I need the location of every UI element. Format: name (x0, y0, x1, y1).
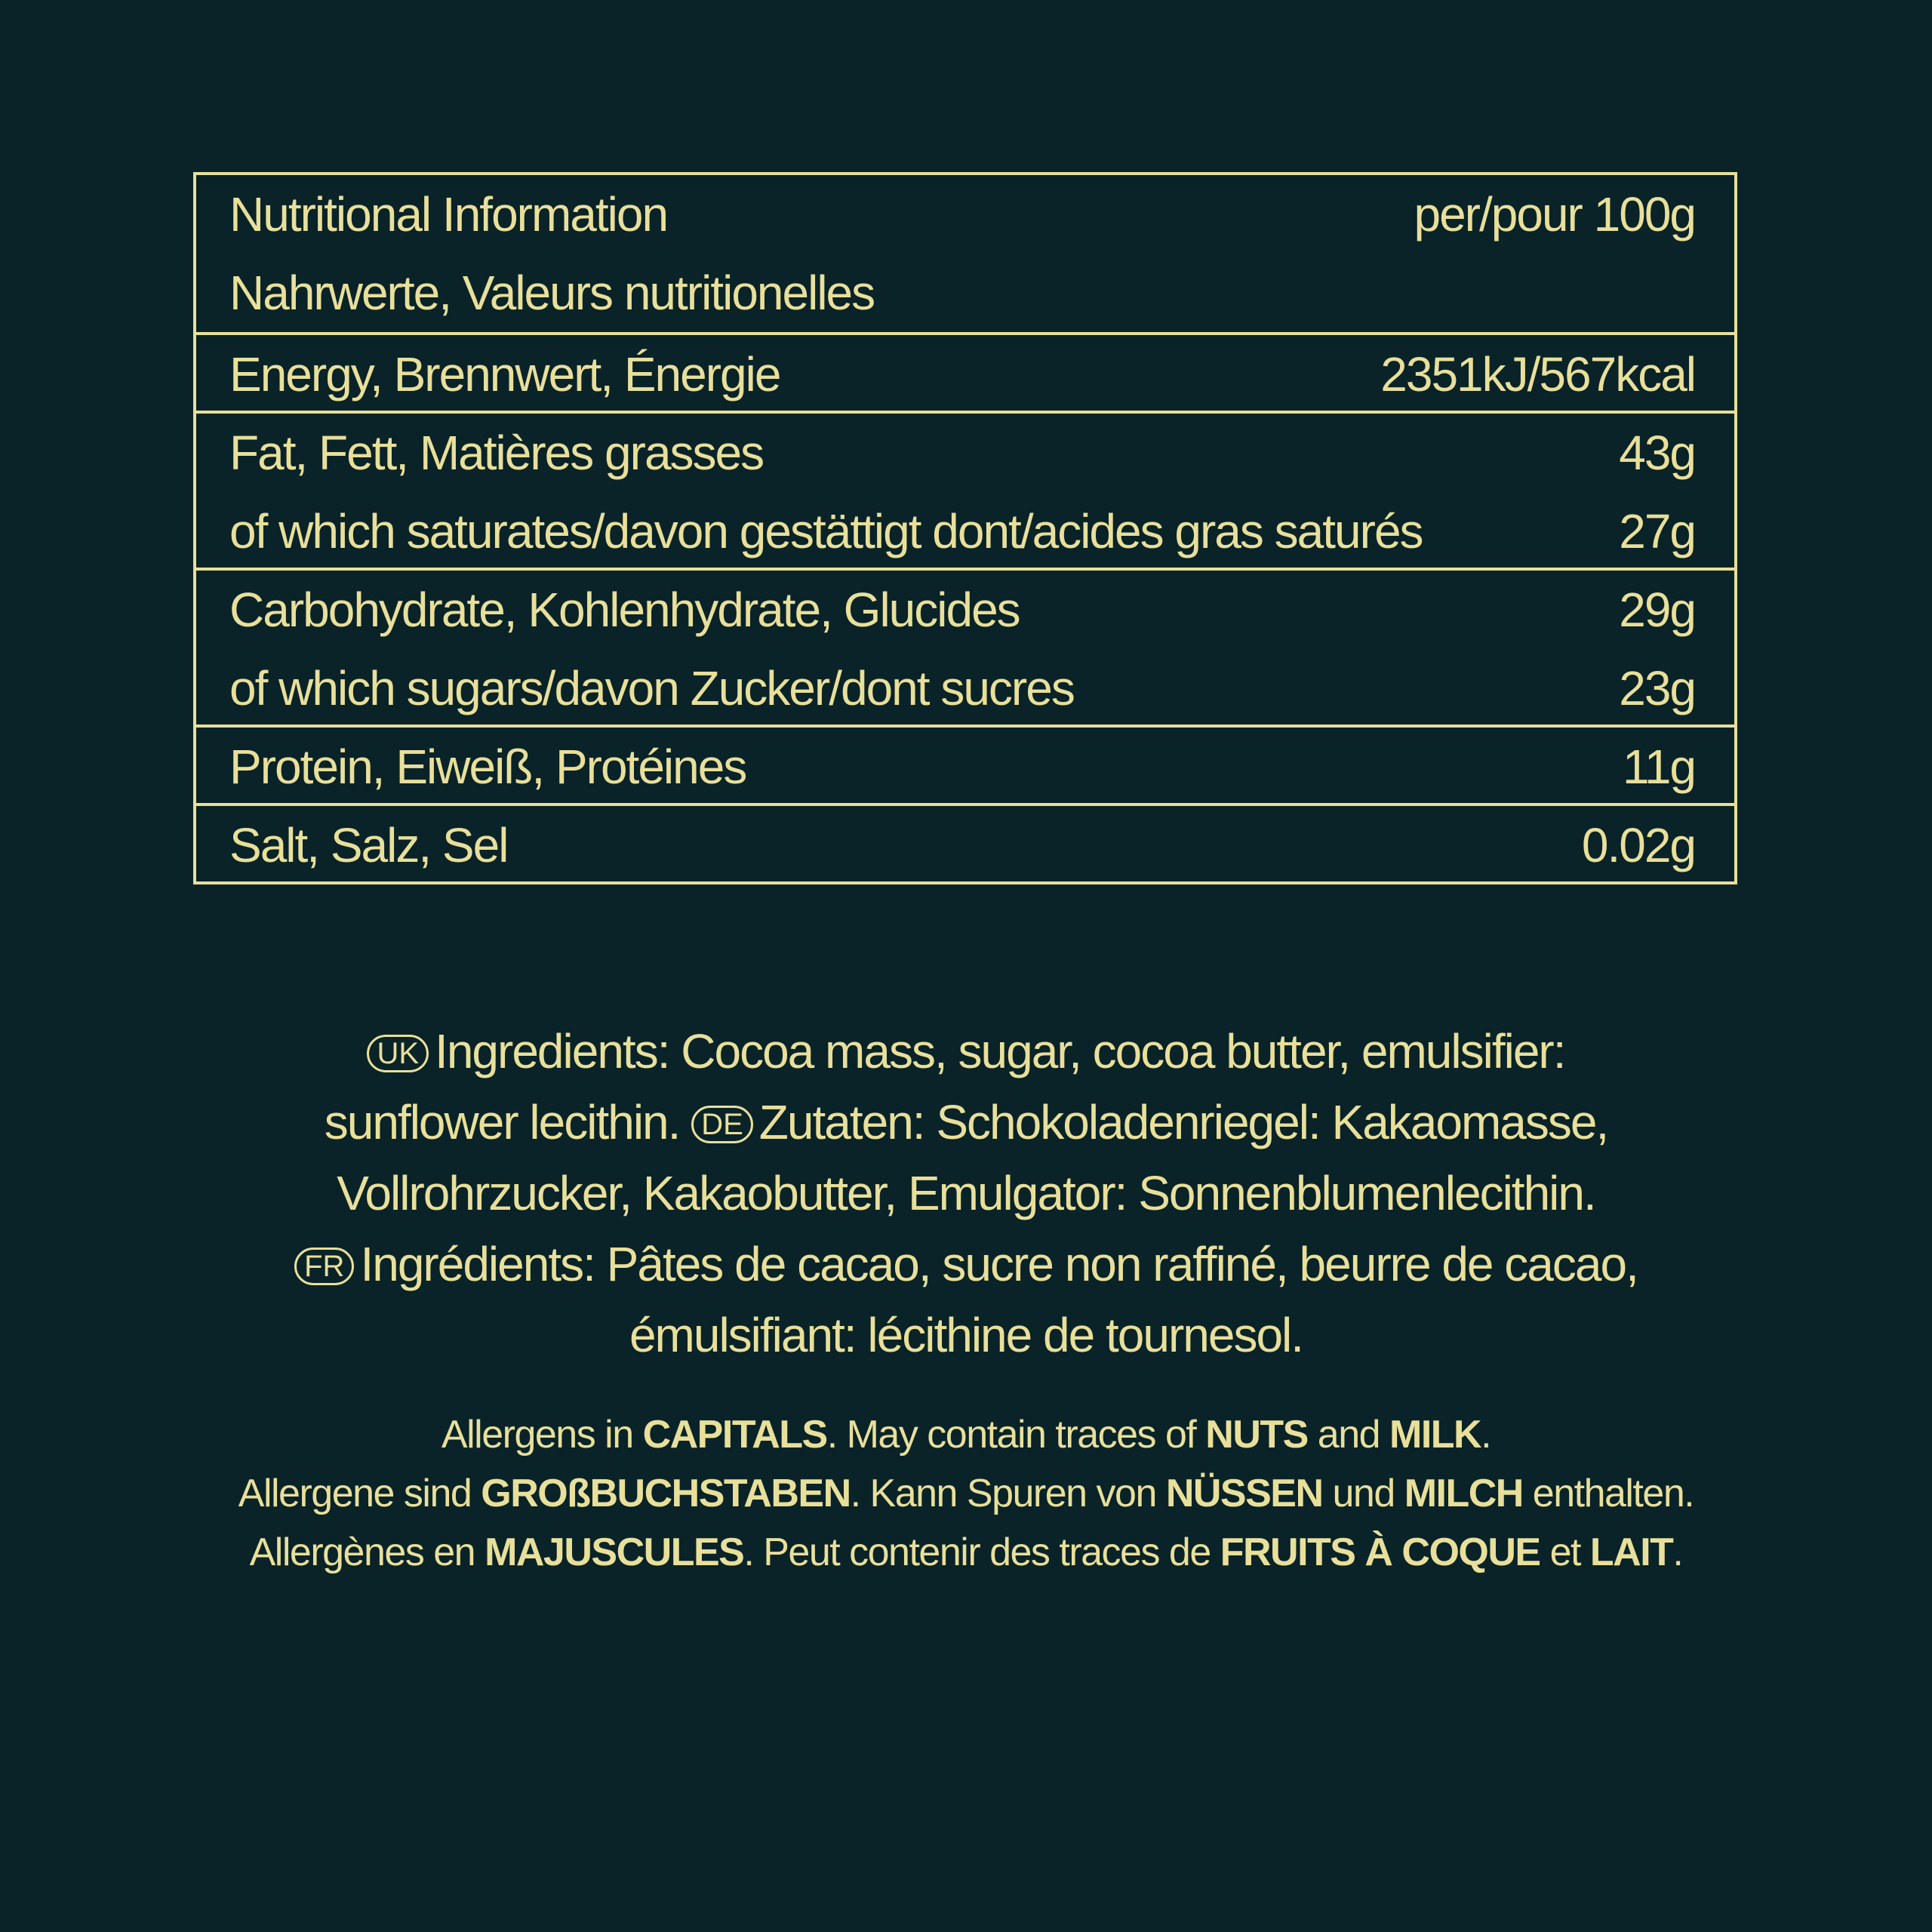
ingredients-line-2 (151, 1087, 1781, 1158)
allergen-milch: MILCH (1404, 1472, 1523, 1515)
allergens-de-text: enthalten. (1522, 1472, 1694, 1515)
energy-row (196, 332, 1734, 411)
nutrition-header-line-1 (196, 175, 1734, 254)
allergens-fr-text: . (1672, 1531, 1683, 1574)
saturates-value: 27g (1619, 504, 1695, 558)
fr-ingredients-text-1: Ingrédients: Pâtes de cacao, sucre non raffiné, beurre de cacao, (360, 1237, 1638, 1291)
energy-value: 2351kJ/567kcal (1380, 347, 1695, 401)
de-ingredients-text-2: Vollrohrzucker, Kakaobutter, Emulgator: Sonnenblumenlecithin. (337, 1166, 1595, 1220)
allergen-milk: MILK (1389, 1413, 1481, 1457)
protein-value: 11g (1622, 740, 1695, 794)
fat-label: Fat, Fett, Matières grasses (229, 426, 764, 480)
ingredients-line-1 (151, 1016, 1781, 1087)
allergens-en-text: . May contain traces of (826, 1413, 1206, 1457)
saturates-line (196, 492, 1734, 571)
fat-line (196, 414, 1734, 492)
allergens-en-text: . (1481, 1413, 1491, 1457)
uk-badge: UK (367, 1035, 429, 1072)
carbohydrate-label: Carbohydrate, Kohlenhydrate, Glucides (229, 583, 1020, 637)
allergen-lait: LAIT (1589, 1531, 1673, 1574)
allergen-fruits-a-coque: FRUITS À COQUE (1220, 1531, 1540, 1574)
nutrition-table (193, 172, 1737, 884)
carbohydrate-value: 29g (1619, 583, 1695, 637)
ingredients-line-3 (151, 1158, 1781, 1229)
saturates-label: of which saturates/davon gestättigt dont/acides gras saturés (229, 504, 1423, 558)
allergens-fr-text: Allergènes en (249, 1531, 485, 1574)
energy-label: Energy, Brennwert, Énergie (229, 347, 780, 401)
allergens-de-keyword: GROßBUCHSTABEN (481, 1472, 851, 1515)
uk-ingredients-text-2: sunflower lecithin. (324, 1095, 680, 1149)
per-100g-label: per/pour 100g (1414, 187, 1695, 242)
allergens-block (121, 1405, 1811, 1582)
de-badge: DE (691, 1106, 753, 1143)
protein-label: Protein, Eiweiß, Protéines (229, 740, 746, 794)
allergens-en-text: and (1307, 1413, 1390, 1457)
allergens-de-text: und (1322, 1472, 1404, 1515)
allergen-nuesse: NÜSSEN (1165, 1472, 1323, 1515)
allergens-en-keyword: CAPITALS (642, 1413, 827, 1457)
ingredients-block (151, 1016, 1781, 1371)
allergens-de-line (121, 1464, 1811, 1523)
allergens-de-text: . Kann Spuren von (850, 1472, 1166, 1515)
ingredients-line-4 (151, 1229, 1781, 1300)
allergens-fr-line (121, 1523, 1811, 1582)
carbohydrate-line (196, 571, 1734, 649)
fr-ingredients-text-2: émulsifiant: lécithine de tournesol. (629, 1308, 1303, 1362)
sugars-label: of which sugars/davon Zucker/dont sucres (229, 661, 1074, 715)
allergens-en-text: Allergens in (441, 1413, 643, 1457)
sugars-value: 23g (1619, 661, 1695, 715)
fat-row (196, 411, 1734, 568)
fr-badge: FR (294, 1247, 354, 1285)
protein-row (196, 724, 1734, 803)
ingredients-line-5 (151, 1300, 1781, 1371)
allergens-fr-keyword: MAJUSCULES (485, 1531, 744, 1574)
nutrition-subtitle: Nahrwerte, Valeurs nutritionelles (229, 266, 875, 320)
sugars-line (196, 649, 1734, 728)
nutrition-title: Nutritional Information (229, 187, 668, 242)
salt-value: 0.02g (1581, 818, 1695, 872)
salt-label: Salt, Salz, Sel (229, 818, 508, 872)
allergens-de-text: Allergene sind (238, 1472, 481, 1515)
nutrition-header-line-2 (196, 254, 1734, 332)
uk-ingredients-text-1: Ingredients: Cocoa mass, sugar, cocoa butter, emulsifier: (435, 1024, 1565, 1078)
energy-line (196, 335, 1734, 414)
salt-line (196, 806, 1734, 884)
allergen-nuts: NUTS (1205, 1413, 1308, 1457)
protein-line (196, 728, 1734, 806)
allergens-en-line (121, 1405, 1811, 1464)
fat-value: 43g (1619, 426, 1695, 480)
allergens-fr-text: et (1540, 1531, 1590, 1574)
carbohydrate-row (196, 568, 1734, 724)
de-ingredients-text-1: Zutaten: Schokoladenriegel: Kakaomasse, (758, 1095, 1608, 1149)
nutrition-header-row (196, 175, 1734, 332)
salt-row (196, 803, 1734, 881)
allergens-fr-text: . Peut contenir des traces de (743, 1531, 1220, 1574)
